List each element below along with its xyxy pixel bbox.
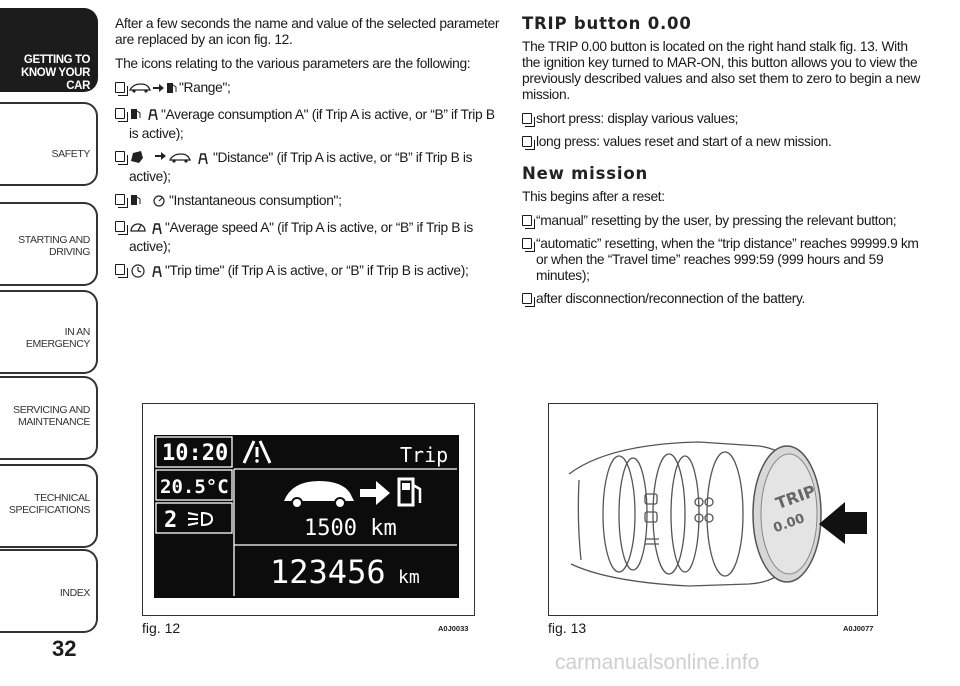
item-range-text: "Range"; (179, 80, 231, 95)
item-average-consumption-text: "Average consumption A" (if Trip A is active, or “B” if Trip B is active); (129, 107, 495, 141)
checkbox-bullet-icon (522, 215, 532, 226)
checkbox-bullet-icon (115, 264, 125, 275)
average-speed-icon (129, 219, 163, 239)
figure-12-frame (142, 403, 475, 616)
trip-stalk-illustration (549, 404, 878, 616)
new-mission-paragraph: This begins after a reset: (522, 189, 665, 204)
tab-index[interactable]: INDEX (0, 549, 98, 633)
range-display-icon (284, 479, 420, 508)
list-item (522, 111, 922, 127)
list-item (115, 149, 505, 185)
tab-technical-specifications[interactable]: TECHNICAL SPECIFICATIONS (0, 464, 98, 548)
icons-intro: The icons relating to the various parameters are the following: (115, 56, 471, 71)
item-manual-reset: “manual” resetting by the user, by pressing the relevant button; (536, 213, 897, 228)
heading-new-mission: New mission (522, 164, 649, 183)
heading-trip-button: TRIP button 0.00 (522, 14, 692, 33)
page-number: 32 (52, 636, 77, 661)
trip-button (753, 446, 821, 582)
checkbox-bullet-icon (115, 82, 125, 93)
list-item (522, 236, 922, 284)
checkbox-bullet-icon (522, 113, 532, 124)
item-distance-text: "Distance" (if Trip A is active, or “B” if Trip B is active); (129, 150, 473, 184)
list-item (115, 80, 505, 99)
checkbox-bullet-icon (115, 194, 125, 205)
figure-12-caption: fig. 12 (142, 620, 181, 636)
list-item (115, 219, 505, 255)
trip-button-label: TRIP (773, 481, 819, 514)
trip-button-paragraph: The TRIP 0.00 button is located on the right hand stalk fig. 13. With the ignition key turned to MAR-ON, this button allows you to view the previously described values and also set them to zero to begin a new mission. (522, 39, 921, 102)
checkbox-bullet-icon (522, 238, 532, 249)
list-item (115, 192, 505, 212)
list-item (522, 291, 922, 307)
distance-icon (129, 149, 211, 169)
left-column (115, 16, 505, 289)
list-item (522, 134, 922, 150)
range-icon (129, 81, 177, 99)
trip-mode-label: Trip (400, 443, 449, 467)
checkbox-bullet-icon (522, 293, 532, 304)
list-item (115, 106, 505, 142)
range-readout: 1500 km (304, 516, 397, 541)
figure-12-code: A0J0033 (438, 624, 469, 633)
tab-getting-to-know-your-car[interactable]: GETTING TO KNOW YOUR CAR (0, 8, 98, 92)
intro-paragraph: After a few seconds the name and value of the selected parameter are replaced by an icon fig. 12. (115, 16, 500, 47)
instrument-display (154, 435, 459, 598)
odometer-unit: km (398, 567, 420, 588)
figure-13-caption: fig. 13 (548, 620, 587, 636)
item-battery-reconnection: after disconnection/reconnection of the battery. (536, 291, 806, 306)
tab-servicing-and-maintenance[interactable]: SERVICING AND MAINTENANCE (0, 376, 98, 460)
checkbox-bullet-icon (115, 108, 125, 119)
road-warning-icon (244, 441, 270, 463)
figure-13-code: A0J0077 (843, 624, 874, 633)
watermark: carmanualsonline.info (555, 651, 760, 674)
gear-readout: 2 (164, 508, 178, 533)
tab-in-an-emergency[interactable]: IN AN EMERGENCY (0, 290, 98, 374)
headlight-icon (188, 513, 212, 525)
tab-starting-and-driving[interactable]: STARTING AND DRIVING (0, 202, 98, 286)
checkbox-bullet-icon (115, 221, 125, 232)
tab-safety[interactable]: SAFETY (0, 102, 98, 186)
checkbox-bullet-icon (115, 151, 125, 162)
pointer-arrow-icon (819, 502, 867, 544)
item-average-speed-text: "Average speed A" (if Trip A is active, or “B” if Trip B is active); (129, 220, 473, 254)
clock-readout: 10:20 (162, 441, 229, 466)
item-long-press: long press: values reset and start of a new mission. (536, 134, 832, 149)
checkbox-bullet-icon (522, 136, 532, 147)
list-item (522, 213, 922, 229)
right-column (522, 16, 922, 314)
temperature-readout: 20.5°C (160, 476, 229, 498)
item-automatic-reset: “automatic” resetting, when the “trip distance” reaches 99999.9 km or when the “Travel time” reaches 999:59 (999 hours and 59 minutes); (536, 236, 919, 283)
item-short-press: short press: display various values; (536, 111, 739, 126)
item-instantaneous-consumption-text: "Instantaneous consumption"; (169, 193, 342, 208)
list-item (115, 262, 505, 282)
instantaneous-consumption-icon (129, 192, 167, 212)
odometer-readout: 123456 (270, 553, 386, 591)
trip-time-icon (129, 262, 163, 282)
item-trip-time-text: "Trip time" (if Trip A is active, or “B” if Trip B is active); (165, 263, 469, 278)
average-consumption-icon (129, 106, 159, 126)
figure-13-frame (548, 403, 878, 616)
trip-button-value: 0.00 (771, 511, 807, 537)
